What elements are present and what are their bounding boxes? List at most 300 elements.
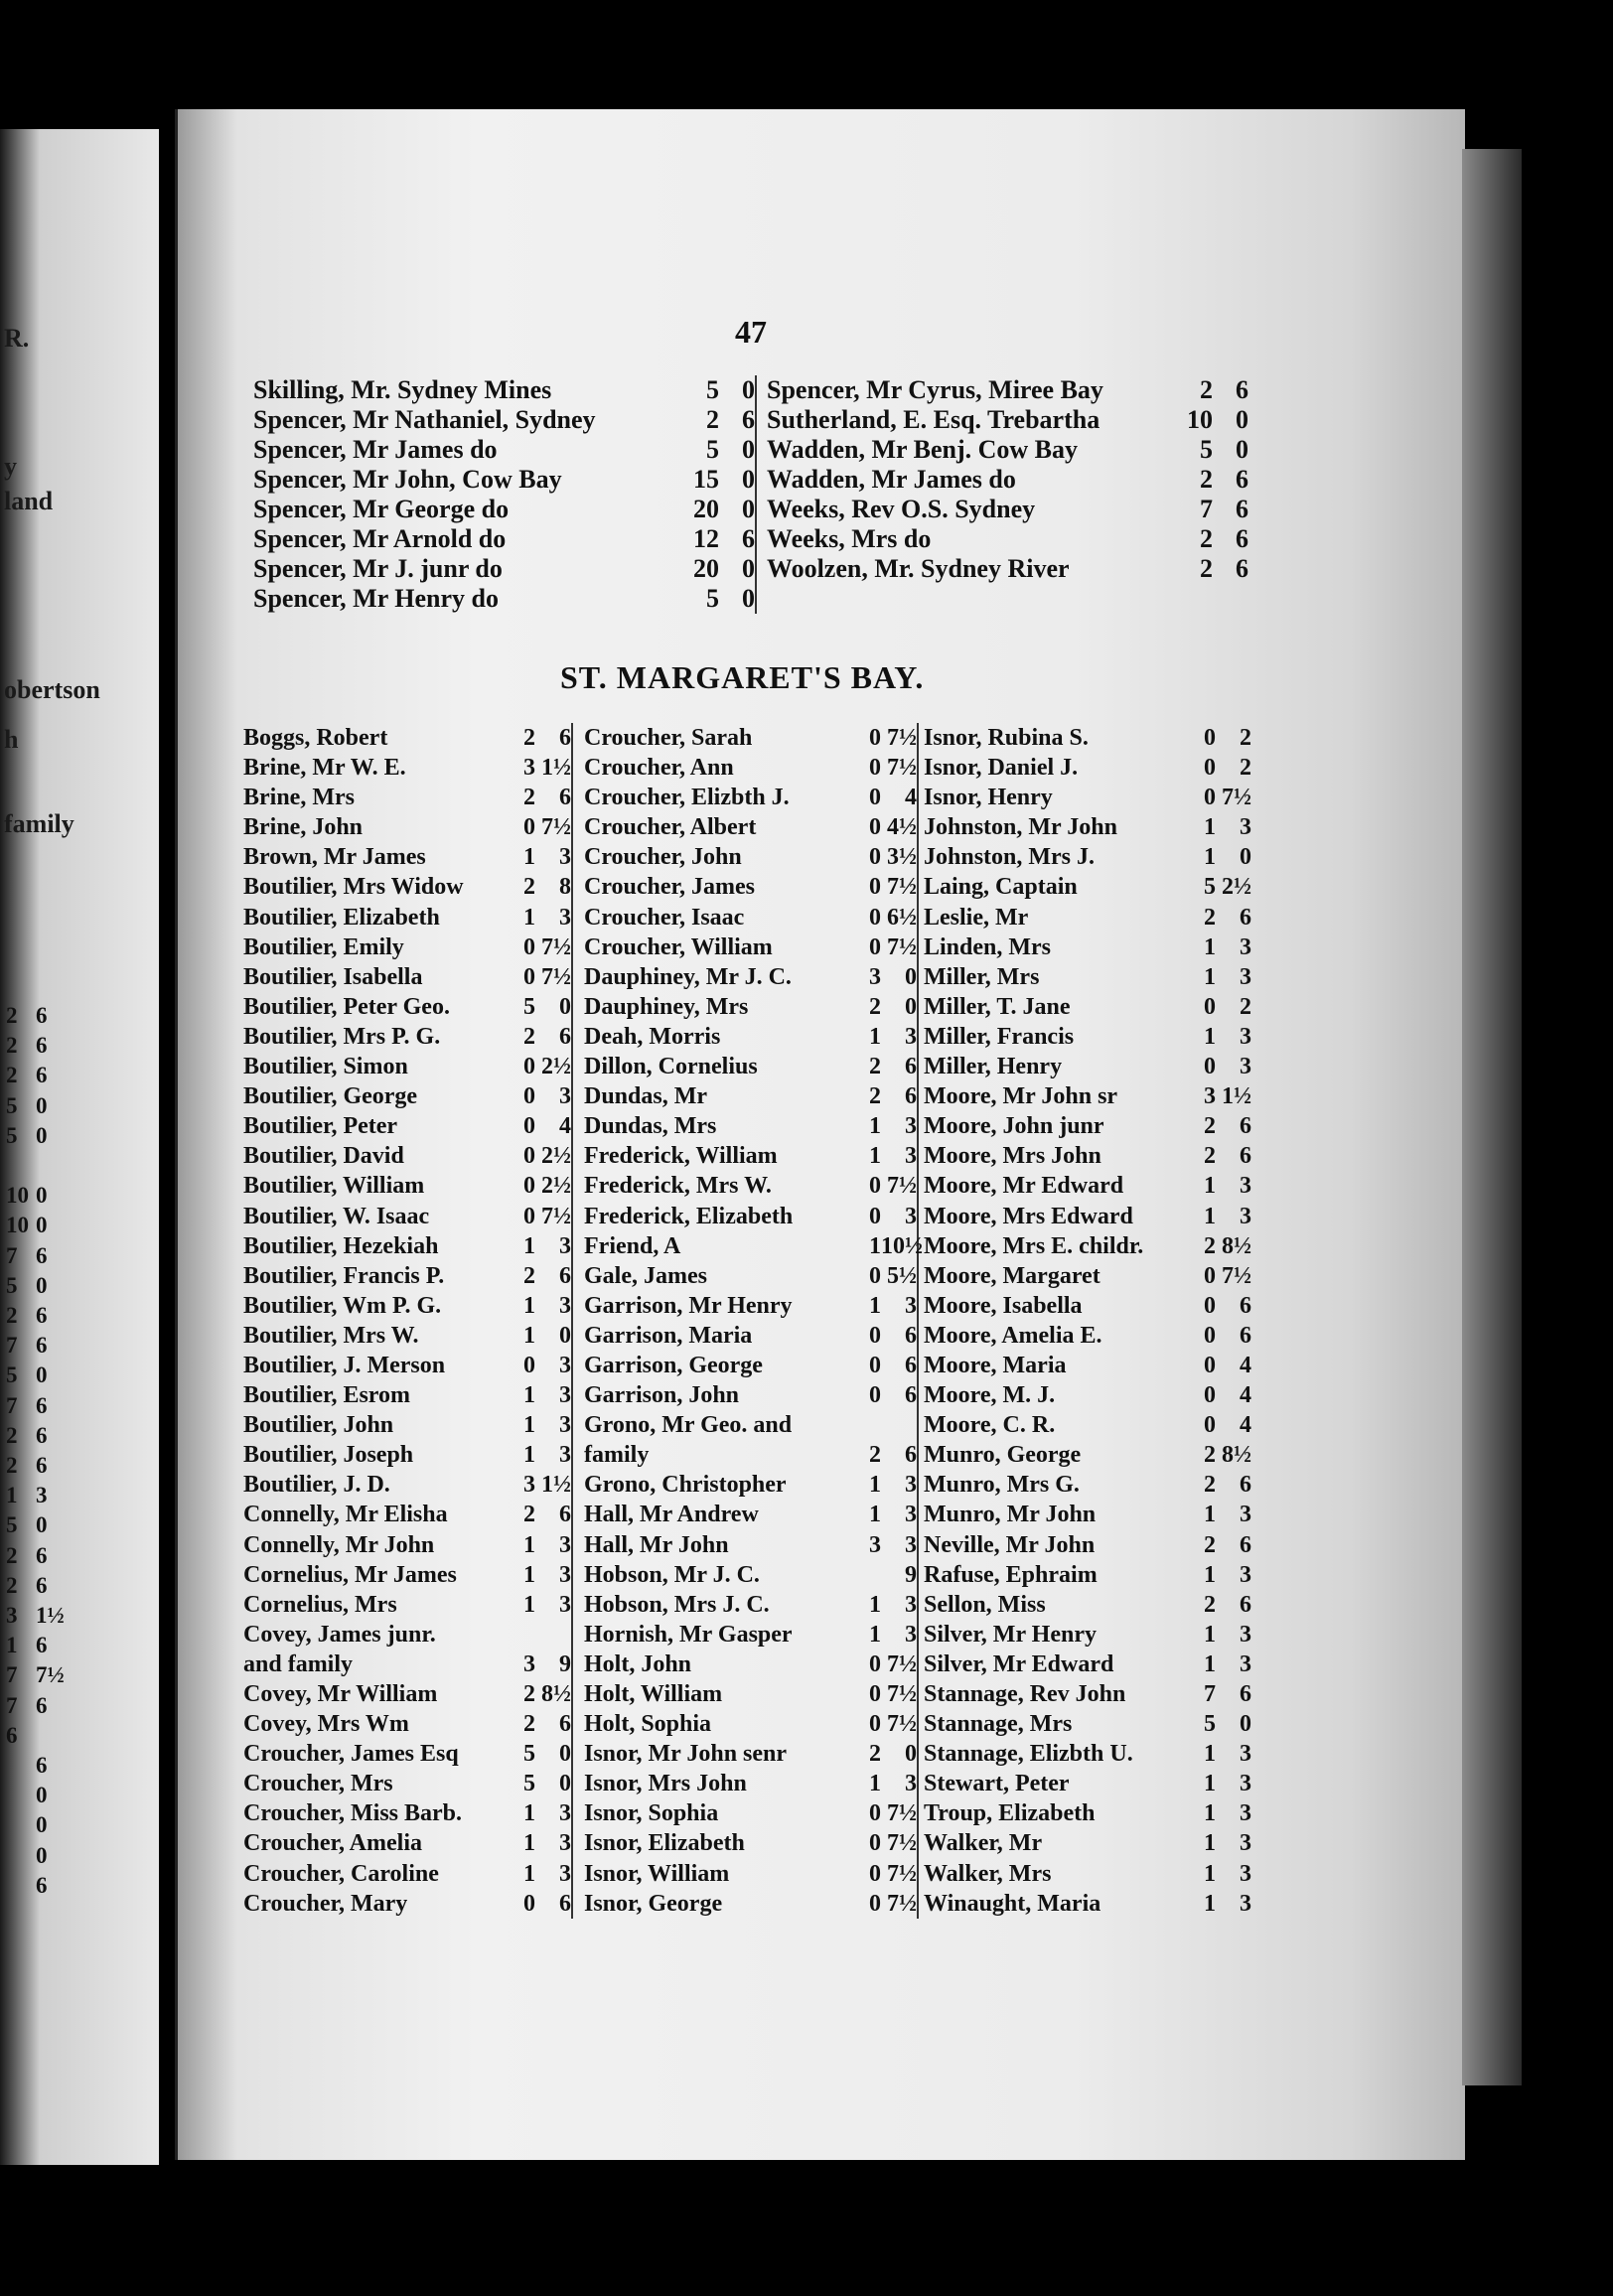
subscriber-name: Munro, Mr John xyxy=(924,1502,1097,1528)
pence-amount: 4 xyxy=(1240,1382,1251,1409)
shillings-amount: 1 xyxy=(523,1800,535,1827)
subscriber-name: Moore, Mrs Edward xyxy=(924,1203,1133,1229)
section-title: ST. MARGARET'S BAY. xyxy=(560,659,925,695)
shillings-amount: 0 xyxy=(869,1650,881,1677)
subscriber-entry xyxy=(924,1141,1251,1171)
shillings-amount: 0 xyxy=(869,785,881,811)
pence-amount: 3 xyxy=(905,1143,917,1170)
shillings-amount: 0 xyxy=(1204,993,1216,1020)
shillings-amount: 7 xyxy=(6,1662,18,1688)
subscriber-name: Cornelius, Mr James xyxy=(243,1561,457,1588)
pence-amount: 6 xyxy=(1236,375,1248,404)
shillings-amount: 1 xyxy=(1204,1890,1216,1917)
pence-amount: 3 xyxy=(559,904,571,931)
shillings-amount: 0 xyxy=(869,904,881,931)
shillings-amount: 2 xyxy=(1200,375,1213,404)
previous-page-text: h xyxy=(4,725,19,754)
pence-amount: 7½ xyxy=(887,874,917,901)
pence-amount: 4 xyxy=(559,1113,571,1140)
pence-amount: 3 xyxy=(559,1292,571,1319)
pence-amount: 8½ xyxy=(1222,1442,1251,1469)
shillings-amount: 5 xyxy=(6,1122,18,1148)
subscriber-name: Spencer, Mr J. junr do xyxy=(253,554,503,583)
pence-amount: 1½ xyxy=(36,1603,65,1628)
previous-page-amount xyxy=(6,1093,66,1119)
subscriber-entry xyxy=(924,1470,1251,1500)
previous-page-amount xyxy=(6,1483,66,1508)
pence-amount: 7½ xyxy=(887,725,917,751)
shillings-amount: 2 xyxy=(6,1453,18,1478)
shillings-amount: 2 xyxy=(523,1681,535,1707)
pence-amount: 0 xyxy=(905,963,917,990)
subscriber-name: Isnor, Elizabeth xyxy=(584,1830,745,1857)
pence-amount: 3 xyxy=(1240,814,1251,841)
subscriber-entry xyxy=(584,1739,917,1769)
pence-amount: 6 xyxy=(36,1003,48,1028)
pence-amount: 4½ xyxy=(887,814,917,841)
pence-amount: 7½ xyxy=(541,963,571,990)
subscriber-name: Frederick, Mrs W. xyxy=(584,1173,772,1200)
subscriber-entry xyxy=(584,1798,917,1828)
subscriber-entry xyxy=(253,495,755,524)
shillings-amount: 1 xyxy=(1204,1203,1216,1229)
subscriber-name: Silver, Mr Henry xyxy=(924,1621,1097,1648)
shillings-amount: 1 xyxy=(1204,963,1216,990)
shillings-amount: 0 xyxy=(869,933,881,960)
shillings-amount: 2 xyxy=(523,874,535,901)
pence-amount: 7½ xyxy=(887,1650,917,1677)
shillings-amount: 2 xyxy=(523,1262,535,1289)
shillings-amount xyxy=(845,1410,881,1440)
subscriber-entry xyxy=(243,1828,571,1858)
subscriber-entry xyxy=(924,1650,1251,1679)
subscriber-name: Spencer, Mr Henry do xyxy=(253,584,499,613)
previous-page-amount xyxy=(6,1273,66,1299)
shillings-amount: 1 xyxy=(869,1143,881,1170)
subscriber-name: Walker, Mrs xyxy=(924,1860,1052,1887)
subscriber-name: Croucher, Miss Barb. xyxy=(243,1800,463,1827)
pence-amount: 6 xyxy=(36,1333,48,1359)
subscriber-name: Dundas, Mr xyxy=(584,1083,708,1110)
subscriber-entry xyxy=(243,1261,571,1291)
shillings-amount: 6 xyxy=(6,1722,18,1748)
subscriber-entry xyxy=(767,465,1248,495)
subscriber-name: Moore, C. R. xyxy=(924,1412,1056,1439)
subscriber-name: Troup, Elizabeth xyxy=(924,1800,1096,1827)
shillings-amount: 1 xyxy=(523,1322,535,1349)
subscriber-entry xyxy=(243,1141,571,1171)
pence-amount: 0 xyxy=(36,1363,48,1388)
subscriber-entry xyxy=(584,1022,917,1052)
subscriber-name: Croucher, Ann xyxy=(584,755,734,782)
subscriber-entry xyxy=(584,1081,917,1111)
subscriber-entry xyxy=(924,1859,1251,1889)
shillings-amount: 10 xyxy=(1187,405,1213,434)
subscriber-entry xyxy=(243,1052,571,1081)
subscriber-entry xyxy=(243,1440,571,1470)
subscriber-entry xyxy=(767,375,1248,405)
shillings-amount: 20 xyxy=(693,554,719,583)
pence-amount: 3 xyxy=(1240,1173,1251,1200)
shillings-amount: 2 xyxy=(6,1422,18,1448)
pence-amount xyxy=(535,1620,571,1650)
pence-amount: 8½ xyxy=(541,1681,571,1707)
shillings-amount: 2 xyxy=(6,1542,18,1568)
shillings-amount: 2 xyxy=(1204,904,1216,931)
pence-amount: 3 xyxy=(905,1771,917,1797)
subscriber-entry xyxy=(253,554,755,584)
subscriber-name: Skilling, Mr. Sydney Mines xyxy=(253,375,552,404)
shillings-amount: 1 xyxy=(1204,844,1216,871)
pence-amount: 3 xyxy=(1240,1054,1251,1080)
subscriber-name: Boutilier, John xyxy=(243,1412,394,1439)
shillings-amount: 0 xyxy=(869,1173,881,1200)
subscriber-list-top-left xyxy=(253,375,757,614)
shillings-amount: 7 xyxy=(6,1692,18,1718)
subscriber-entry xyxy=(584,1440,917,1470)
subscriber-name: Boutilier, Simon xyxy=(243,1054,408,1080)
subscriber-entry xyxy=(243,783,571,812)
subscriber-name: Moore, Mr John sr xyxy=(924,1083,1118,1110)
pence-amount: 6½ xyxy=(887,904,917,931)
subscriber-name: Weeks, Rev O.S. Sydney xyxy=(767,495,1036,523)
subscriber-name: Munro, George xyxy=(924,1442,1082,1469)
subscriber-entry xyxy=(924,723,1251,753)
subscriber-entry xyxy=(924,783,1251,812)
subscriber-entry xyxy=(243,1202,571,1231)
subscriber-entry xyxy=(253,405,755,435)
subscriber-entry xyxy=(243,1470,571,1500)
shillings-amount: 1 xyxy=(523,1442,535,1469)
subscriber-name: Croucher, Mrs xyxy=(243,1771,393,1797)
pence-amount: 0 xyxy=(742,375,755,404)
previous-page-amount xyxy=(6,1123,66,1149)
shillings-amount: 0 xyxy=(1204,1054,1216,1080)
shillings-amount: 2 xyxy=(1200,554,1213,583)
shillings-amount: 5 xyxy=(706,375,719,404)
pence-amount: 3 xyxy=(559,1561,571,1588)
shillings-amount: 0 xyxy=(869,1830,881,1857)
subscriber-name: Dauphiney, Mrs xyxy=(584,993,749,1020)
shillings-amount: 20 xyxy=(693,495,719,523)
shillings-amount: 1 xyxy=(1204,1800,1216,1827)
pence-amount: 6 xyxy=(36,1063,48,1088)
pence-amount: 6 xyxy=(36,1542,48,1568)
shillings-amount: 1 xyxy=(869,1023,881,1050)
previous-page-text: y xyxy=(4,452,17,481)
subscriber-entry xyxy=(243,1291,571,1321)
shillings-amount: 2 xyxy=(1204,1113,1216,1140)
subscriber-entry xyxy=(243,903,571,933)
subscriber-name: Miller, Henry xyxy=(924,1054,1063,1080)
pence-amount: 3 xyxy=(1240,1621,1251,1648)
pence-amount: 6 xyxy=(36,1453,48,1478)
subscriber-name: Spencer, Mr Nathaniel, Sydney xyxy=(253,405,596,434)
subscriber-entry xyxy=(584,1709,917,1739)
subscriber-entry xyxy=(243,1410,571,1440)
subscriber-name: Rafuse, Ephraim xyxy=(924,1561,1098,1588)
pence-amount: 6 xyxy=(36,1692,48,1718)
subscriber-entry xyxy=(924,1231,1251,1261)
pence-amount: 6 xyxy=(36,1392,48,1418)
pence-amount: 6 xyxy=(1240,904,1251,931)
subscriber-entry xyxy=(253,584,755,614)
pence-amount: 3 xyxy=(1240,1860,1251,1887)
subscriber-entry xyxy=(584,1530,917,1560)
shillings-amount: 1 xyxy=(1204,933,1216,960)
subscriber-name: Stannage, Elizbth U. xyxy=(924,1741,1133,1768)
subscriber-name: Isnor, Mrs John xyxy=(584,1771,747,1797)
subscriber-name: Moore, Mr Edward xyxy=(924,1173,1124,1200)
subscriber-name: Croucher, Amelia xyxy=(243,1830,422,1857)
shillings-amount: 0 xyxy=(523,1113,535,1140)
shillings-amount: 5 xyxy=(523,1771,535,1797)
pence-amount: 0 xyxy=(36,1512,48,1538)
subscriber-entry xyxy=(584,933,917,962)
subscriber-entry xyxy=(924,1739,1251,1769)
shillings-amount: 2 xyxy=(523,1711,535,1738)
pence-amount: 0 xyxy=(36,1272,48,1298)
subscriber-entry xyxy=(584,1769,917,1798)
pence-amount: 3 xyxy=(559,1800,571,1827)
pence-amount: 6 xyxy=(905,1352,917,1378)
subscriber-name: Boutilier, W. Isaac xyxy=(243,1203,430,1229)
pence-amount: 3 xyxy=(559,844,571,871)
shillings-amount: 10 xyxy=(6,1183,29,1209)
shillings-amount: 3 xyxy=(523,1472,535,1499)
subscriber-name: Wadden, Mr James do xyxy=(767,465,1016,494)
pence-amount: 6 xyxy=(1240,1531,1251,1558)
pence-amount: 6 xyxy=(1240,1322,1251,1349)
subscriber-entry xyxy=(924,1321,1251,1351)
subscriber-entry xyxy=(584,1889,917,1919)
pence-amount: 3 xyxy=(1240,1830,1251,1857)
subscriber-column-2 xyxy=(584,723,923,1919)
pence-amount: 7½ xyxy=(887,1681,917,1707)
subscriber-entry xyxy=(243,1560,571,1590)
subscriber-entry xyxy=(584,783,917,812)
shillings-amount: 1 xyxy=(1204,1650,1216,1677)
shillings-amount: 12 xyxy=(693,524,719,553)
subscriber-entry xyxy=(584,1650,917,1679)
subscriber-entry xyxy=(924,1081,1251,1111)
previous-page-text: land xyxy=(4,487,54,515)
previous-page-amount xyxy=(6,1393,66,1419)
subscriber-entry xyxy=(243,1081,571,1111)
shillings-amount: 3 xyxy=(1204,1083,1216,1110)
shillings-amount: 2 xyxy=(869,1741,881,1768)
shillings-amount: 1 xyxy=(869,1502,881,1528)
pence-amount: 6 xyxy=(36,1033,48,1059)
shillings-amount: 1 xyxy=(1204,1023,1216,1050)
subscriber-entry xyxy=(243,1679,571,1709)
pence-amount: 7½ xyxy=(887,1711,917,1738)
subscriber-entry xyxy=(243,753,571,783)
pence-amount: 6 xyxy=(742,405,755,434)
shillings-amount: 2 xyxy=(523,1023,535,1050)
subscriber-name: Boutilier, Hezekiah xyxy=(243,1232,439,1259)
pence-amount: 6 xyxy=(1240,1113,1251,1140)
previous-page-amount xyxy=(6,1213,66,1238)
shillings-amount: 5 xyxy=(1200,435,1213,464)
pence-amount: 6 xyxy=(36,1422,48,1448)
subscriber-entry xyxy=(924,1440,1251,1470)
shillings-amount: 1 xyxy=(523,1531,535,1558)
subscriber-name: Moore, Margaret xyxy=(924,1262,1100,1289)
pence-amount: 0 xyxy=(559,1322,571,1349)
pence-amount: 3 xyxy=(559,1442,571,1469)
pence-amount: 6 xyxy=(36,1753,48,1778)
pence-amount: 6 xyxy=(1240,1292,1251,1319)
shillings-amount: 2 xyxy=(6,1063,18,1088)
pence-amount: 6 xyxy=(905,1322,917,1349)
subscriber-name: Hall, Mr John xyxy=(584,1531,729,1558)
subscriber-entry xyxy=(243,1709,571,1739)
shillings-amount: 0 xyxy=(869,725,881,751)
pence-amount: 2½ xyxy=(541,1173,571,1200)
shillings-amount: 5 xyxy=(6,1092,18,1118)
subscriber-name: Isnor, Daniel J. xyxy=(924,755,1079,782)
previous-page-amount xyxy=(6,1063,66,1088)
pence-amount: 0 xyxy=(1236,405,1248,434)
subscriber-entry xyxy=(243,842,571,872)
shillings-amount: 2 xyxy=(6,1572,18,1598)
pence-amount: 3 xyxy=(905,1113,917,1140)
shillings-amount xyxy=(845,1560,881,1590)
previous-page-amount xyxy=(6,1543,66,1569)
shillings-amount: 1 xyxy=(1204,1173,1216,1200)
shillings-amount: 2 xyxy=(1204,1143,1216,1170)
previous-page-amount xyxy=(6,1693,66,1719)
pence-amount: 3 xyxy=(559,1860,571,1887)
previous-page-amount xyxy=(6,1812,66,1838)
subscriber-entry xyxy=(243,1590,571,1620)
pence-amount: 0 xyxy=(742,465,755,494)
pence-amount: 3 xyxy=(1240,1023,1251,1050)
subscriber-name: Frederick, Elizabeth xyxy=(584,1203,794,1229)
subscriber-entry xyxy=(243,992,571,1022)
shillings-amount: 2 xyxy=(869,1083,881,1110)
previous-page-text: obertson xyxy=(4,675,100,704)
shillings-amount: 0 xyxy=(869,1860,881,1887)
subscriber-name: Croucher, Isaac xyxy=(584,904,745,931)
subscriber-name: Garrison, John xyxy=(584,1382,740,1409)
subscriber-entry xyxy=(243,1351,571,1380)
previous-page-amount xyxy=(6,1633,66,1658)
subscriber-entry xyxy=(584,1171,917,1201)
pence-amount: 6 xyxy=(905,1382,917,1409)
pence-amount: 3 xyxy=(905,1023,917,1050)
subscriber-name: Boutilier, Elizabeth xyxy=(243,904,440,931)
shillings-amount: 5 xyxy=(706,584,719,613)
pence-amount: 8 xyxy=(559,874,571,901)
subscriber-name: Dauphiney, Mr J. C. xyxy=(584,963,792,990)
pence-amount: 7½ xyxy=(36,1662,65,1688)
pence-amount: 3 xyxy=(1240,1502,1251,1528)
shillings-amount: 5 xyxy=(1204,1711,1216,1738)
subscriber-entry xyxy=(924,1291,1251,1321)
pence-amount: 6 xyxy=(1240,1143,1251,1170)
subscriber-entry xyxy=(924,842,1251,872)
subscriber-name: Brine, John xyxy=(243,814,364,841)
subscriber-name: Boutilier, Mrs Widow xyxy=(243,874,464,901)
shillings-amount: 1 xyxy=(523,904,535,931)
subscriber-name: Moore, M. J. xyxy=(924,1382,1056,1409)
shillings-amount: 2 xyxy=(706,405,719,434)
pence-amount: 3 xyxy=(1240,1890,1251,1917)
subscriber-name: Linden, Mrs xyxy=(924,933,1052,960)
subscriber-entry xyxy=(253,375,755,405)
shillings-amount: 0 xyxy=(869,1382,881,1409)
pence-amount: 0 xyxy=(36,1812,48,1838)
shillings-amount: 0 xyxy=(869,1681,881,1707)
subscriber-name: Boggs, Robert xyxy=(243,725,388,751)
subscriber-entry xyxy=(924,1111,1251,1141)
pence-amount: 0 xyxy=(742,495,755,523)
shillings-amount: 1 xyxy=(523,1412,535,1439)
subscriber-entry xyxy=(924,1380,1251,1410)
shillings-amount: 5 xyxy=(1204,874,1216,901)
pence-amount: 0 xyxy=(1240,1711,1251,1738)
subscriber-name: Miller, Francis xyxy=(924,1023,1075,1050)
pence-amount: 7½ xyxy=(887,1173,917,1200)
previous-page-amount xyxy=(6,1423,66,1449)
pence-amount: 0 xyxy=(36,1842,48,1868)
shillings-amount: 5 xyxy=(6,1512,18,1538)
subscriber-name: Isnor, Rubina S. xyxy=(924,725,1089,751)
pence-amount: 6 xyxy=(559,785,571,811)
subscriber-name: Grono, Mr Geo. and xyxy=(584,1412,793,1439)
subscriber-entry xyxy=(924,1171,1251,1201)
subscriber-entry xyxy=(584,903,917,933)
subscriber-name: Moore, John junr xyxy=(924,1113,1104,1140)
pence-amount: 3 xyxy=(1240,963,1251,990)
subscriber-entry xyxy=(924,1530,1251,1560)
subscriber-entry xyxy=(584,1500,917,1529)
shillings-amount: 0 xyxy=(1204,1292,1216,1319)
subscriber-name: Stannage, Mrs xyxy=(924,1711,1073,1738)
previous-page-amount xyxy=(6,1723,66,1749)
subscriber-entry xyxy=(243,1380,571,1410)
subscriber-entry xyxy=(924,1022,1251,1052)
subscriber-entry xyxy=(243,812,571,842)
subscriber-name: Deah, Morris xyxy=(584,1023,721,1050)
subscriber-entry xyxy=(767,405,1248,435)
pence-amount: 2½ xyxy=(1222,874,1251,901)
shillings-amount: 1 xyxy=(869,1591,881,1618)
page-number: 47 xyxy=(735,314,767,350)
subscriber-entry xyxy=(243,1111,571,1141)
subscriber-name: Spencer, Mr George do xyxy=(253,495,510,523)
subscriber-entry xyxy=(584,872,917,902)
subscriber-name: Spencer, Mr Arnold do xyxy=(253,524,507,553)
pence-amount: 0 xyxy=(36,1213,48,1238)
shillings-amount: 2 xyxy=(523,1502,535,1528)
subscriber-entry xyxy=(584,992,917,1022)
subscriber-name: Laing, Captain xyxy=(924,874,1078,901)
previous-page-amount xyxy=(6,1243,66,1269)
shillings-amount: 0 xyxy=(523,933,535,960)
pence-amount: 3½ xyxy=(887,844,917,871)
previous-page-amount xyxy=(6,1662,66,1688)
pence-amount: 6 xyxy=(36,1872,48,1898)
shillings-amount: 1 xyxy=(869,1771,881,1797)
pence-amount: 7½ xyxy=(887,755,917,782)
shillings-amount: 0 xyxy=(523,1083,535,1110)
pence-amount: 6 xyxy=(905,1442,917,1469)
subscriber-name: Cornelius, Mrs xyxy=(243,1591,397,1618)
subscriber-name: Boutilier, Mrs W. xyxy=(243,1322,419,1349)
